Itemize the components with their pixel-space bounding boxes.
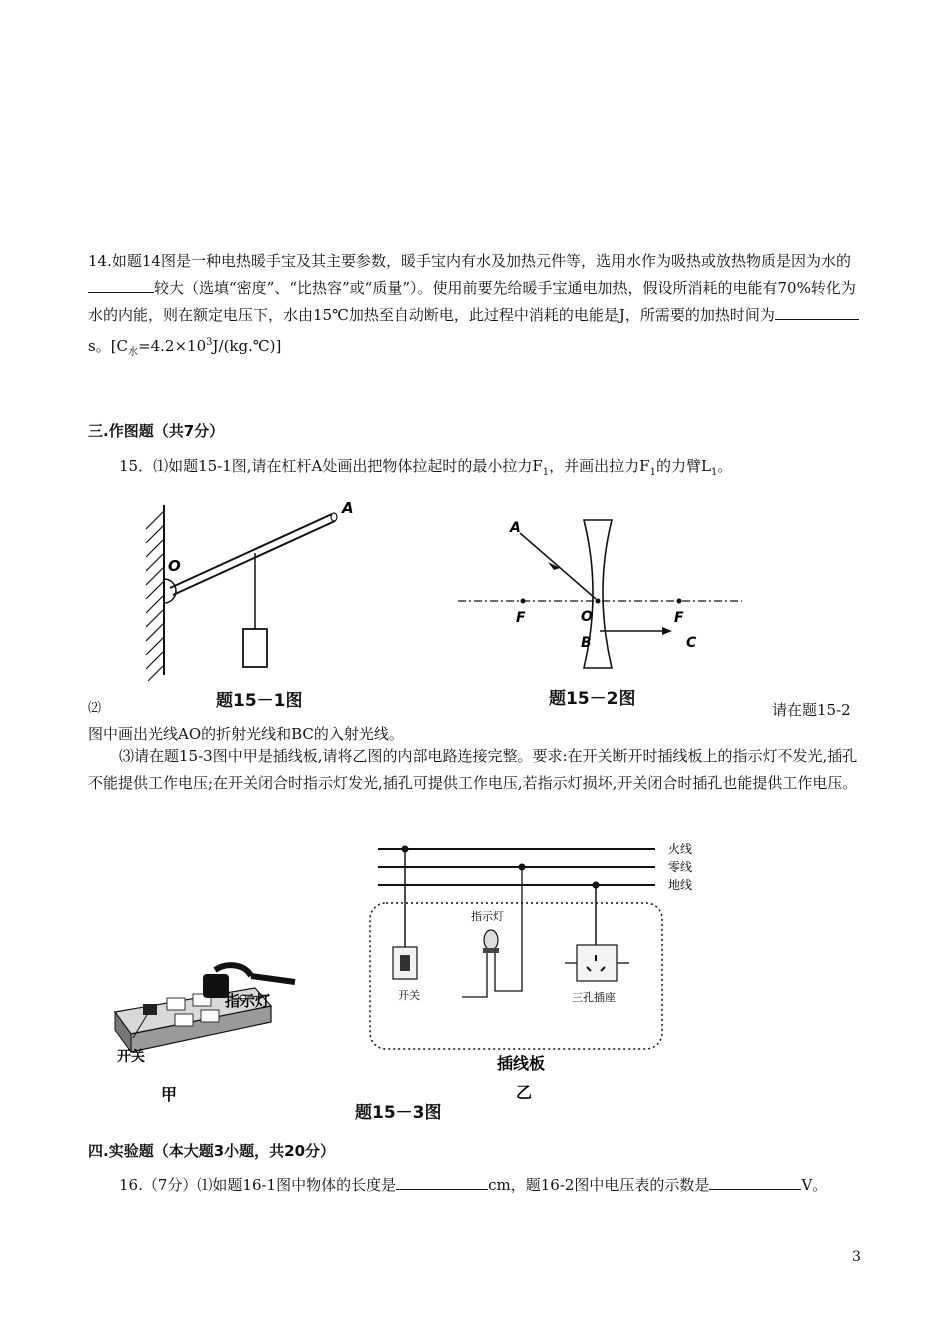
socket-3	[175, 1014, 193, 1026]
lever-end	[331, 513, 337, 521]
q15-1-text-d: 。	[717, 457, 733, 475]
pivot-hinge	[164, 579, 176, 603]
ray-bc-arrow	[662, 627, 672, 635]
label-switch: 开关	[117, 1049, 145, 1065]
focus-left-dot	[521, 599, 526, 604]
socket-1	[167, 998, 185, 1010]
focus-right-dot	[677, 599, 682, 604]
lever-rod-bottom	[173, 521, 335, 595]
plug-cable-end	[251, 976, 295, 982]
three-pin-socket	[577, 945, 617, 981]
caption-15-1: 题15－1图	[216, 691, 303, 711]
label-o: O	[581, 609, 593, 625]
q14-text-2: 较大（选填“密度”、“比热容”或“质量”）。使用前要先给暖手宝通电加热，假设所消耗的电能有70%转化为水的内能，则在额定电压下，水由15℃加热至自动断电，此过程中消耗的电能是J，所需要的加热时间为	[88, 279, 856, 324]
q15-1-sub-3: 1	[710, 467, 718, 478]
label-o: O	[168, 557, 181, 575]
label-f-left: F	[516, 610, 526, 626]
label-b: B	[581, 635, 592, 651]
question-15-3: ⑶请在题15-3图中甲是插线板,请将乙图的内部电路连接完整。要求:在开关断开时插线板上的指示灯不发光,插孔不能提供工作电压;在开关闭合时指示灯发光,插孔可提供工作电压,若指示灯损坏,开关闭合时插孔也能提供工作电压。	[88, 747, 858, 792]
led-base	[483, 948, 499, 953]
strip-switch	[143, 1004, 157, 1015]
figure-15-1	[130, 495, 370, 685]
q15-2-cont: 图中画出光线AO的折射光线和BC的入射光线。	[88, 725, 404, 743]
label-switch-inner: 开关	[398, 989, 420, 1002]
label-a: A	[510, 520, 521, 536]
q14-text-1: 14.如题14图是一种电热暖手宝及其主要参数，暖手宝内有水及加热元件等，选用水作为吸热或放热物质是因为水的	[88, 252, 851, 270]
figure-15-3-yi	[360, 835, 710, 1105]
q14-blank-1[interactable]	[88, 275, 154, 293]
label-live: 火线	[668, 842, 693, 856]
label-led: 指示灯	[471, 910, 504, 923]
caption-15-2: 题15－2图	[549, 689, 636, 709]
section-3-heading: 三.作图题（共7分）	[88, 422, 225, 440]
section-4-heading: 四.实验题（本大题3小题，共20分）	[88, 1142, 336, 1160]
question-15-1	[119, 455, 732, 478]
label-board: 插线板	[497, 1054, 546, 1073]
label-f-right: F	[674, 610, 684, 626]
page-number: 3	[852, 1249, 861, 1265]
ray-ao	[520, 533, 596, 599]
socket-4	[201, 1010, 219, 1022]
q15-1-text-b: ，并画出拉力F	[549, 457, 650, 475]
point-o	[596, 599, 601, 604]
label-yi: 乙	[516, 1083, 533, 1102]
lever-rod-top	[170, 514, 332, 588]
label-indicator: 指示灯	[225, 992, 271, 1010]
q16-text-3: V。	[801, 1176, 828, 1194]
q14-text-5: J/(kg.℃)]	[212, 337, 282, 355]
label-neutral: 零线	[668, 860, 693, 874]
q15-2-right: 请在题15-2	[772, 701, 851, 719]
q16-blank-1[interactable]	[396, 1172, 488, 1190]
q14-text-4: =4.2×10	[138, 337, 207, 355]
wall-hatching	[146, 511, 164, 681]
label-a: A	[342, 499, 354, 517]
q14-text-3: s。[C	[88, 337, 129, 355]
q14-sup: 3	[206, 337, 213, 348]
caption-15-3: 题15－3图	[355, 1103, 442, 1123]
q15-1-sub-1: 1	[542, 467, 550, 478]
q16-text-2: cm，题16-2图中电压表的示数是	[488, 1176, 710, 1194]
hanging-weight	[243, 629, 267, 667]
switch-toggle	[400, 955, 410, 971]
q14-blank-2[interactable]	[775, 302, 859, 320]
label-jia: 甲	[161, 1085, 178, 1104]
figure-15-3-jia	[95, 960, 355, 1110]
q14-sub-water: 水	[128, 347, 139, 358]
figure-15-2	[450, 510, 750, 685]
q15-2-num: ⑵	[88, 701, 102, 716]
label-ground: 地线	[668, 878, 693, 892]
q15-1-text-c: 的力臂L	[655, 457, 711, 475]
q15-1-text-a: 15．⑴如题15-1图,请在杠杆A处画出把物体拉起时的最小拉力F	[119, 457, 543, 475]
label-c: C	[686, 635, 697, 651]
label-socket: 三孔插座	[572, 991, 616, 1004]
q16-blank-2[interactable]	[709, 1172, 801, 1190]
question-16	[119, 1172, 827, 1195]
led-bulb	[484, 930, 498, 950]
q16-text-1: 16.（7分）⑴如题16-1图中物体的长度是	[119, 1176, 397, 1194]
q15-1-sub-2: 1	[649, 467, 656, 478]
question-14	[88, 248, 864, 366]
led-wire-left	[462, 983, 487, 997]
